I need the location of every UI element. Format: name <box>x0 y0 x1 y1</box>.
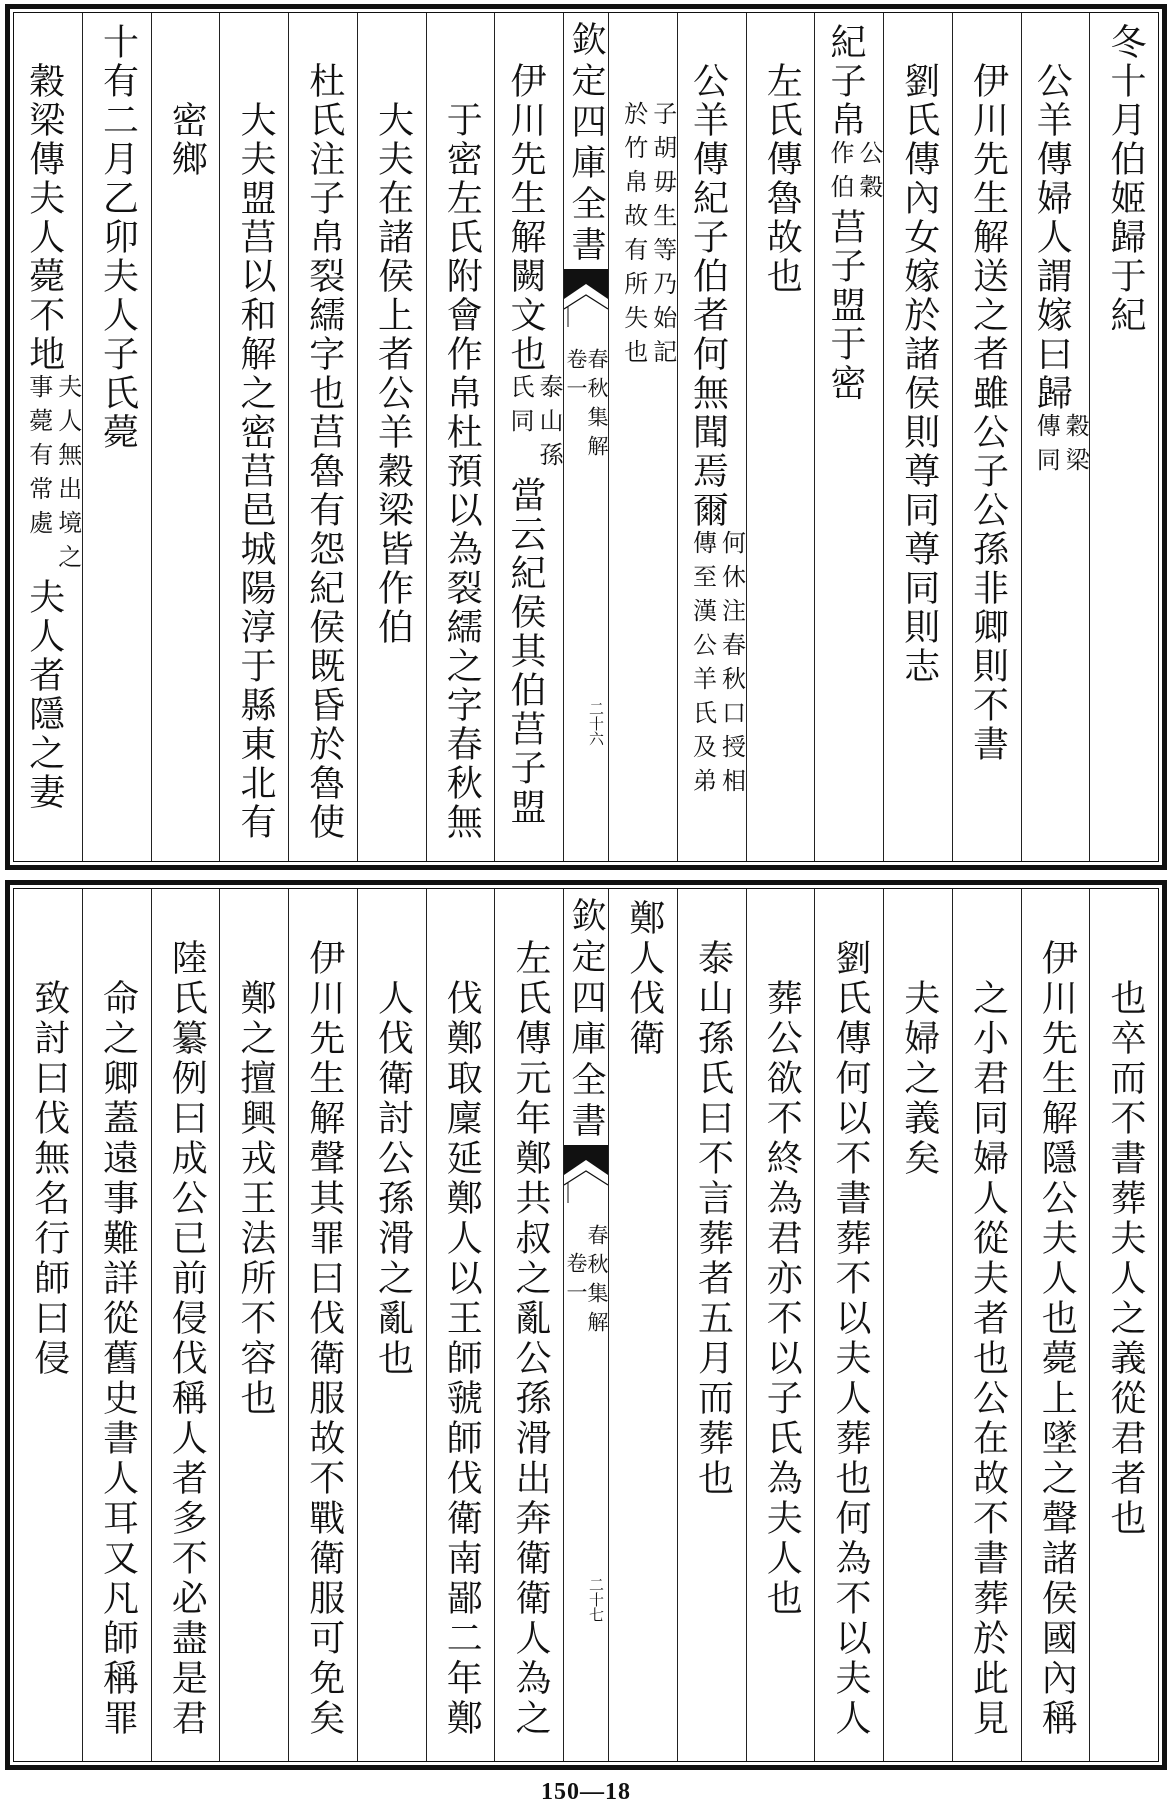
note-line: 傳同 <box>1032 413 1061 481</box>
text-column <box>288 889 357 1761</box>
column-text: 伊川先生解送之者雖公子公孫非卿則不書 <box>967 62 1009 764</box>
text-column <box>814 889 883 1761</box>
volume-label: 卷一 <box>564 348 588 406</box>
text-column <box>426 13 495 861</box>
interlinear-note <box>24 374 82 578</box>
column-text: 伊川先生解聲其罪曰伐衛服故不戰衛服可免矣 <box>303 939 345 1739</box>
text-column <box>151 13 220 861</box>
text-column <box>288 13 357 861</box>
center-caption <box>565 1224 607 1340</box>
text-column <box>151 889 220 1761</box>
half-page-lower <box>5 880 1167 1770</box>
column-text: 致討曰伐無名行師曰侵 <box>28 979 70 1379</box>
column-text: 劉氏傳何以不書葬不以夫人葬也何為不以夫人 <box>830 939 871 1739</box>
column-text: 伐鄭取廩延鄭人以王師虢師伐衛南鄙二年鄭 <box>441 979 483 1739</box>
column-text: 紀子帛 <box>825 23 866 140</box>
text-column <box>82 13 151 861</box>
text-column <box>219 889 288 1761</box>
center-column <box>563 889 608 1761</box>
text-column <box>426 889 495 1761</box>
interlinear-note <box>825 140 883 208</box>
note-line: 子胡毋生等乃始記 <box>648 101 677 373</box>
text-column <box>1089 13 1158 861</box>
column-text: 劉氏傳內女嫁於諸侯則尊同尊同則志 <box>898 62 940 686</box>
note-line: 公穀 <box>855 140 883 208</box>
column-text: 葬公欲不終為君亦不以子氏為夫人也 <box>761 979 803 1619</box>
folio-number: 二十七 <box>587 1577 605 1622</box>
note-line: 於竹帛故有所失也 <box>619 101 648 373</box>
work-title: 春秋集解 <box>585 1224 609 1340</box>
volume-label: 卷一 <box>564 1252 588 1310</box>
column-text: 鄭人伐衛 <box>623 899 665 1059</box>
column-text: 之小君同婦人從夫者也公在故不書葬於此見 <box>967 979 1009 1739</box>
text-column <box>219 13 288 861</box>
fishtail-ornament <box>564 269 608 327</box>
text-column <box>1021 889 1090 1761</box>
note-line: 氏同 <box>506 374 534 442</box>
book-title: 欽定四庫全書 <box>566 897 606 1143</box>
fishtail-ornament <box>564 1145 608 1203</box>
column-text: 大夫在諸侯上者公羊穀梁皆作伯 <box>372 101 414 647</box>
column-text: 穀梁傳夫人薨不地 <box>23 62 65 374</box>
interlinear-note <box>505 374 563 476</box>
text-column <box>608 889 677 1761</box>
text-column <box>883 889 952 1761</box>
text-column <box>1089 889 1158 1761</box>
interlinear-note <box>688 530 746 802</box>
column-text: 冬十月伯姬歸于紀 <box>1105 23 1146 335</box>
column-text: 伊川先生解隱公夫人也薨上墜之聲諸侯國內稱 <box>1036 939 1078 1739</box>
text-column <box>952 889 1021 1761</box>
work-title: 春秋集解 <box>585 348 609 464</box>
column-text: 鄭之擅興戎王法所不容也 <box>235 979 276 1419</box>
column-text: 公羊傳紀子伯者何無聞焉爾 <box>687 62 729 530</box>
text-column <box>14 889 82 1761</box>
book-title: 欽定四庫全書 <box>566 21 606 267</box>
column-text: 杜氏注子帛裂繻字也莒魯有怨紀侯既昏於魯使 <box>303 62 345 842</box>
text-column <box>357 889 426 1761</box>
folio-number: 二十六 <box>587 701 605 746</box>
note-line: 事薨有常處 <box>24 374 53 544</box>
text-column <box>677 889 746 1761</box>
text-column <box>608 13 677 861</box>
page-reference: 150—18 <box>541 1779 631 1805</box>
column-text: 公羊傳婦人謂嫁曰歸 <box>1031 62 1073 413</box>
column-text: 人伐衛討公孫滑之亂也 <box>372 979 414 1379</box>
text-column <box>494 889 563 1761</box>
note-line: 何休注春秋口授相 <box>717 530 746 802</box>
column-text: 夫人者隱之妻 <box>23 578 65 812</box>
ruled-frame <box>13 12 1159 862</box>
text-column <box>357 13 426 861</box>
note-line: 夫人無出境之 <box>53 374 82 578</box>
interlinear-note <box>619 101 677 373</box>
column-text: 莒子盟于密 <box>825 208 866 403</box>
column-text: 泰山孫氏曰不言葬者五月而葬也 <box>692 939 734 1499</box>
column-text: 十有二月乙卯夫人子氏薨 <box>97 23 139 452</box>
text-column <box>1021 13 1090 861</box>
column-text: 夫婦之義矣 <box>898 979 940 1179</box>
center-column <box>563 13 608 861</box>
note-line: 穀梁 <box>1061 413 1090 481</box>
column-text: 左氏傳元年鄭共叔之亂公孫滑出奔衛衛人為之 <box>510 939 551 1739</box>
text-column <box>814 13 883 861</box>
ruled-frame <box>13 888 1159 1762</box>
column-text: 當云紀侯其伯莒子盟 <box>505 476 546 827</box>
column-text: 也卒而不書葬夫人之義從君者也 <box>1105 979 1146 1539</box>
text-column <box>952 13 1021 861</box>
text-column <box>746 13 815 861</box>
column-text: 大夫盟莒以和解之密莒邑城陽淳于縣東北有 <box>235 101 276 842</box>
interlinear-note <box>1031 413 1089 481</box>
note-line: 傳至漢公羊氏及弟 <box>688 530 717 802</box>
column-text: 左氏傳魯故也 <box>761 62 803 296</box>
column-text: 密鄉 <box>166 101 208 179</box>
note-line: 泰山孫 <box>535 374 563 476</box>
text-column <box>494 13 563 861</box>
column-text: 命之卿蓋遠事難詳從舊史書人耳又凡師稱罪 <box>97 979 139 1739</box>
text-column <box>883 13 952 861</box>
text-column <box>14 13 82 861</box>
text-column <box>677 13 746 861</box>
column-text: 于密左氏附會作帛杜預以為裂繻之字春秋無 <box>441 101 483 842</box>
column-text: 伊川先生解闕文也 <box>505 62 546 374</box>
note-line: 作伯 <box>826 140 854 208</box>
text-column <box>746 889 815 1761</box>
half-page-upper <box>5 4 1167 870</box>
center-caption <box>565 348 607 464</box>
text-column <box>82 889 151 1761</box>
column-text: 陸氏纂例曰成公已前侵伐稱人者多不必盡是君 <box>166 939 208 1739</box>
